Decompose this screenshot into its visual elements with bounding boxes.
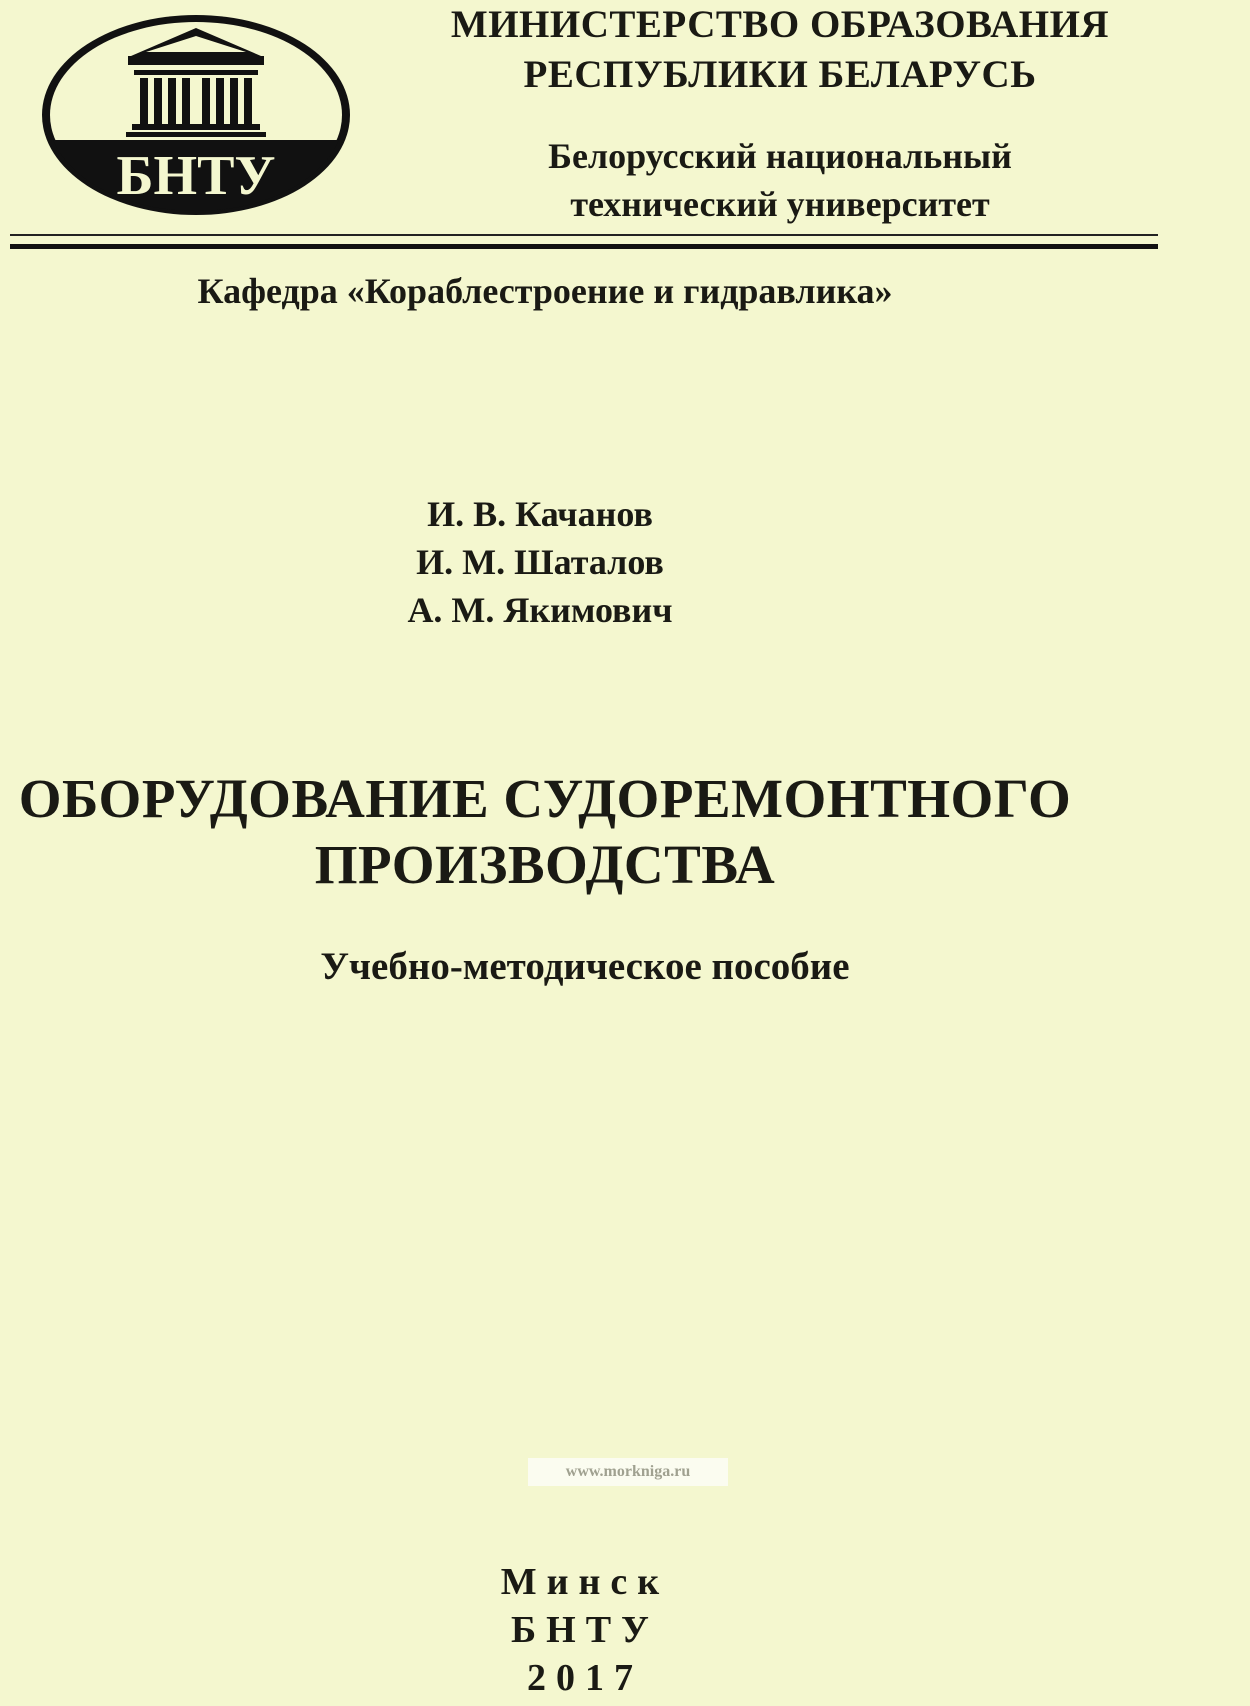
imprint	[0, 1558, 1170, 1702]
university-line-2: технический университет	[570, 184, 990, 224]
book-title	[0, 766, 1090, 898]
header-divider-thick	[10, 244, 1158, 249]
ministry-heading	[420, 0, 1140, 100]
author-2: И. М. Шаталов	[416, 542, 664, 582]
department-name: Кафедра «Кораблестроение и гидравлика»	[197, 271, 893, 311]
imprint-year: 2017	[527, 1657, 643, 1699]
book-title-line-1: ОБОРУДОВАНИЕ СУДОРЕМОНТНОГО	[18, 768, 1072, 829]
logo-text: БНТУ	[116, 145, 276, 207]
ministry-line-1: МИНИСТЕРСТВО ОБРАЗОВАНИЯ	[450, 3, 1110, 46]
watermark: www.morkniga.ru	[528, 1458, 728, 1486]
bntu-logo	[36, 10, 356, 220]
authors-list	[0, 490, 1250, 634]
university-line-1: Белорусский национальный	[548, 136, 1012, 176]
imprint-city: Минск	[500, 1561, 670, 1603]
header-divider-thin	[10, 234, 1158, 236]
book-subtitle: Учебно-методическое пособие	[320, 945, 850, 988]
author-3: А. М. Якимович	[407, 590, 673, 630]
author-1: И. В. Качанов	[427, 494, 653, 534]
imprint-publisher: БНТУ	[511, 1609, 659, 1651]
university-name	[470, 132, 1090, 228]
book-title-line-2: ПРОИЗВОДСТВА	[314, 834, 776, 895]
ministry-line-2: РЕСПУБЛИКИ БЕЛАРУСЬ	[523, 53, 1037, 96]
